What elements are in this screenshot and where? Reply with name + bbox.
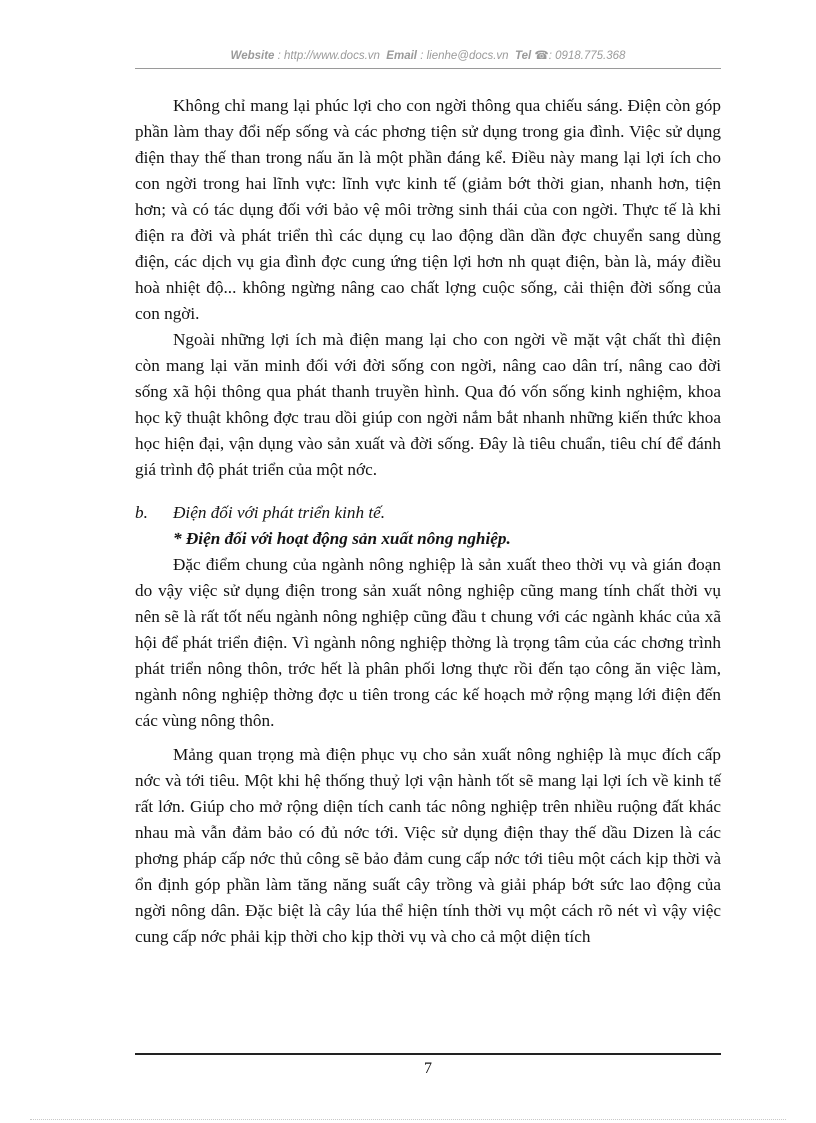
- tel-value: : 0918.775.368: [548, 50, 626, 62]
- paragraph-4: Mảng quan trọng mà điện phục vụ cho sản xuất nông nghiệp là mục đích cấp nớc và tới tiêu. Một khi hệ thống thuỷ lợi vận hành tốt sẽ mang lại lợi ích về kinh tế rất lớn. Giúp cho mở rộng diện tích canh tác nông nghiệp trên nhiều ruộng đất khác nhau mà vẫn đảm bảo có đủ nớc tới. Việc sử dụng điện thay thế dầu Dizen là các phơng pháp cấp nớc thủ công sẽ bảo đảm cung cấp nớc tới tiêu một cách kịp thời và ổn định góp phần làm tăng năng suất cây trồng và giải pháp bớt sức lao động của ngời nông dân. Đặc biệt là cây lúa thể hiện tính thời vụ một cách rõ nét vì vậy việc cung cấp nớc phải kịp thời cho kịp thời vụ và cho cả một diện tích: [135, 745, 721, 946]
- website-value: : http://www.docs.vn: [277, 50, 380, 62]
- tel-label: Tel: [514, 50, 532, 62]
- page-border: [30, 1119, 786, 1120]
- page-number: 7: [424, 1060, 432, 1077]
- phone-icon: ☎: [534, 50, 549, 62]
- email-label: Email: [386, 50, 417, 62]
- website-label: Website: [230, 50, 275, 62]
- paragraph-3: Đặc điểm chung của ngành nông nghiệp là sản xuất theo thời vụ và gián đoạn do vậy việc sử dụng điện trong sản xuất nông nghiệp cũng mang tính chất thời vụ nên sẽ là rất tốt nếu ngành nông nghiệp cũng đầu t chung với các ngành khác của xã hội để phát triển điện. Vì ngành nông nghiệp thờng là trọng tâm của các chơng trình phát triển nông thôn, trớc hết là phân phối lơng thực rồi đến tạo công ăn việc làm, ngành nông nghiệp thờng đợc u tiên trong các kế hoạch mở rộng mạng lới điện đến các vùng nông thôn.: [135, 555, 721, 730]
- section-heading: [135, 500, 721, 526]
- page-header: [135, 46, 721, 69]
- paragraph-2: Ngoài những lợi ích mà điện mang lại cho con ngời về mặt vật chất thì điện còn mang lại văn minh đối với đời sống con ngời, nâng cao dân trí, nâng cao đời sống xã hội thông qua phát thanh truyền hình. Qua đó vốn sống kinh nghiệm, khoa học kỹ thuật không đợc trau dồi giúp con ngời nắm bắt nhanh những kiến thức khoa học hiện đại, vận dụng vào sản xuất và đời sống. Đây là tiêu chuẩn, tiêu chí để đánh giá trình độ phát triển của một nớc.: [135, 330, 721, 479]
- subsection-title: * Điện đối với hoạt động sản xuất nông nghiệp.: [173, 529, 511, 548]
- paragraph-1: Không chỉ mang lại phúc lợi cho con ngời thông qua chiếu sáng. Điện còn góp phần làm thay đổi nếp sống và các phơng tiện sử dụng trong gia đình. Việc sử dụng điện thay thế than trong nấu ăn là một phần đáng kể. Điều này mang lại lợi ích cho con ngời trong hai lĩnh vực: lĩnh vực kinh tế (giảm bớt thời gian, nhanh hơn, tiện hơn; và có tác dụng đối với bảo vệ môi trờng sinh thái của con ngời. Thực tế là khi điện ra đời và phát triển thì các dụng cụ lao động dần dần đợc chuyển sang dùng điện, các dịch vụ gia đình đợc cung ứng tiện lợi hơn nh quạt điện, bàn là, máy điều hoà nhiệt độ... không ngừng nâng cao chất lợng cuộc sống, cải thiện đời sống của con ngời.: [135, 96, 721, 323]
- section-title: Điện đối với phát triển kinh tế.: [173, 503, 386, 522]
- email-value: : lienhe@docs.vn: [420, 50, 509, 62]
- section-label: b.: [135, 503, 148, 522]
- document-body: [135, 93, 721, 950]
- footer-divider: [135, 1053, 721, 1055]
